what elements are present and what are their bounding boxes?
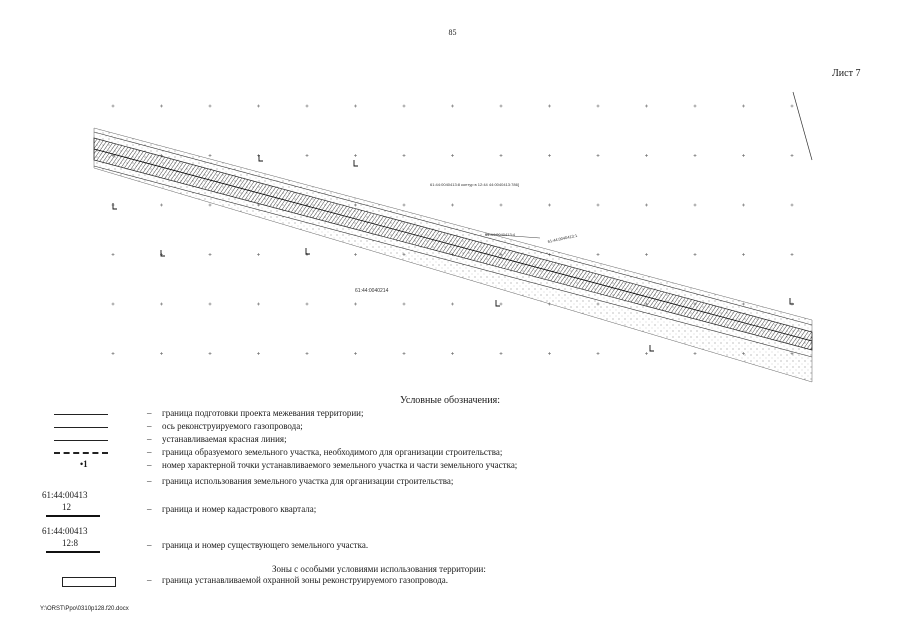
existing-parcel-bar [46,551,100,553]
existing-parcel-number: 12:8 [62,538,79,548]
legend-dash: – [147,408,152,418]
sheet-label: Лист 7 [832,68,861,79]
map-label-parcel-contour: 61:44:0040413:8 контур в 12:44 44:0040413:786] [430,182,519,187]
legend-row-cadastral-quarter [40,490,880,520]
cadastral-quarter-number: 12 [62,502,71,512]
legend-row-protection-zone [40,575,880,589]
legend-text-protection-zone: граница устанавливаемой охранной зоны реконструируемого газопровода. [162,575,449,585]
legend-dash: – [147,540,152,550]
boundary-line-diagonal [793,92,812,160]
legend-text-existing-parcel: граница и номер существующего земельного участка. [162,540,369,550]
legend-dash: – [147,476,152,486]
legend-title: Условные обозначения: [400,395,501,406]
zones-title: Зоны с особыми условиями использования территории: [272,564,486,574]
legend-row-red-line [40,434,880,448]
legend-row-point-number [40,460,880,474]
legend-text-formed-parcel: граница образуемого земельного участка, необходимого для организации строительства; [162,447,503,457]
legend-symbol-protection-zone [50,575,108,587]
legend-dash: – [147,460,152,470]
legend-symbol-red-line [50,434,108,446]
legend-text-construction-use: граница использования земельного участка для организации строительства; [162,476,454,486]
legend-row-pipeline-axis [40,421,880,435]
cadastral-quarter-id: 61:44:00413 [42,490,88,500]
legend-dash: – [147,575,152,585]
map-label-parcel-4: 61:44:0040413:4 [485,232,516,237]
legend-dash: – [147,434,152,444]
legend-dash: – [147,504,152,514]
legend-row-survey-boundary [40,408,880,422]
legend-row-formed-parcel [40,447,880,461]
legend-symbol-formed-parcel [50,447,108,459]
gas-pipeline-axis [94,149,812,341]
legend-text-red-line: устанавливаемая красная линия; [162,434,287,444]
file-path: Y:\ORST\Ppo\0310p128.f20.docx [40,606,129,612]
point-number-symbol: •1 [80,459,88,469]
legend-symbol-pipeline-axis [50,421,108,433]
red-line-upper [94,132,812,325]
cadastral-quarter-bar [46,515,100,517]
red-line-lower [94,166,812,357]
legend-dash: – [147,447,152,457]
pipeline-hatched-band [94,138,812,350]
legend-text-point-number: номер характерной точки устанавливаемого земельного участка и части земельного участка; [162,460,518,470]
legend-row-construction-use [40,476,880,490]
map-label-quarter: 61:44:0040214 [355,288,389,294]
map-label-parcel-1: 61:44:0040413:1 [547,232,578,244]
legend-text-survey-boundary: граница подготовки проекта межевания территории; [162,408,364,418]
legend-symbol-point-number [50,460,108,472]
legend-dash: – [147,421,152,431]
existing-parcel-id: 61:44:00413 [42,526,88,536]
legend-row-existing-parcel [40,526,880,556]
legend-text-pipeline-axis: ось реконструируемого газопровода; [162,421,303,431]
legend-text-cadastral-quarter: граница и номер кадастрового квартала; [162,504,317,514]
legend-symbol-survey-boundary [50,408,108,420]
page-number: 85 [448,28,457,37]
